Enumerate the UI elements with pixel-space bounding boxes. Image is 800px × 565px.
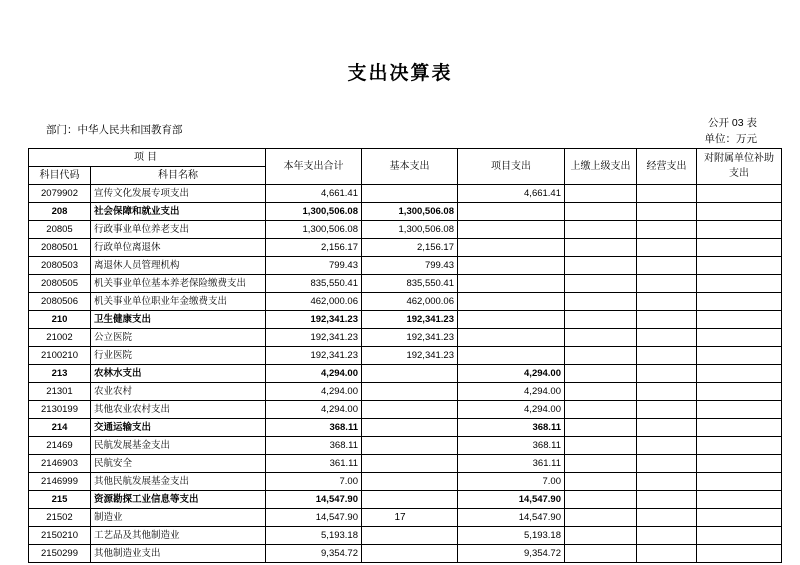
cell-project (458, 202, 565, 220)
cell-basic: 462,000.06 (362, 292, 458, 310)
department-line: 部门：中华人民共和国教育部 (46, 123, 183, 136)
cell-upper (565, 400, 637, 418)
cell-operating (637, 328, 697, 346)
cell-code: 21469 (29, 436, 91, 454)
cell-total: 368.11 (266, 436, 362, 454)
table-row (29, 490, 782, 508)
table-body (29, 184, 782, 562)
cell-project (458, 274, 565, 292)
page-number: 17 (394, 512, 406, 523)
cell-operating (637, 292, 697, 310)
cell-operating (637, 238, 697, 256)
cell-operating (637, 220, 697, 238)
cell-basic (362, 544, 458, 562)
cell-basic (362, 418, 458, 436)
cell-project: 4,294.00 (458, 382, 565, 400)
cell-operating (637, 526, 697, 544)
cell-operating (637, 364, 697, 382)
cell-code: 21502 (29, 508, 91, 526)
cell-basic: 192,341.23 (362, 346, 458, 364)
header-code: 科目代码 (29, 166, 91, 184)
cell-subsidy (697, 526, 782, 544)
cell-project (458, 220, 565, 238)
cell-upper (565, 454, 637, 472)
header-subsidy: 对附属单位补助支出 (697, 148, 782, 184)
table-header-row-1 (29, 148, 782, 166)
cell-operating (637, 256, 697, 274)
header-basic: 基本支出 (362, 148, 458, 184)
cell-project (458, 310, 565, 328)
cell-project: 361.11 (458, 454, 565, 472)
cell-total: 835,550.41 (266, 274, 362, 292)
cell-total: 192,341.23 (266, 346, 362, 364)
cell-name: 机关事业单位职业年金缴费支出 (91, 292, 266, 310)
cell-name: 行政单位离退休 (91, 238, 266, 256)
cell-name: 农林水支出 (91, 364, 266, 382)
cell-subsidy (697, 490, 782, 508)
cell-code: 2080503 (29, 256, 91, 274)
cell-name: 公立医院 (91, 328, 266, 346)
cell-upper (565, 382, 637, 400)
cell-total: 2,156.17 (266, 238, 362, 256)
cell-code: 215 (29, 490, 91, 508)
table-row (29, 238, 782, 256)
cell-total: 192,341.23 (266, 310, 362, 328)
cell-subsidy (697, 328, 782, 346)
cell-operating (637, 202, 697, 220)
cell-basic (362, 364, 458, 382)
cell-name: 资源勘探工业信息等支出 (91, 490, 266, 508)
cell-total: 14,547.90 (266, 508, 362, 526)
cell-upper (565, 184, 637, 202)
table-row (29, 346, 782, 364)
table-row (29, 544, 782, 562)
cell-upper (565, 202, 637, 220)
cell-code: 20805 (29, 220, 91, 238)
cell-project (458, 346, 565, 364)
cell-operating (637, 544, 697, 562)
cell-name: 宣传文化发展专项支出 (91, 184, 266, 202)
cell-upper (565, 364, 637, 382)
cell-operating (637, 382, 697, 400)
cell-operating (637, 346, 697, 364)
cell-name: 行政事业单位养老支出 (91, 220, 266, 238)
cell-subsidy (697, 184, 782, 202)
cell-name: 工艺品及其他制造业 (91, 526, 266, 544)
cell-total: 5,193.18 (266, 526, 362, 544)
cell-subsidy (697, 544, 782, 562)
cell-upper (565, 328, 637, 346)
cell-name: 农业农村 (91, 382, 266, 400)
cell-total: 4,661.41 (266, 184, 362, 202)
cell-code: 2150299 (29, 544, 91, 562)
cell-operating (637, 490, 697, 508)
cell-upper (565, 544, 637, 562)
cell-project (458, 238, 565, 256)
cell-code: 214 (29, 418, 91, 436)
cell-project (458, 292, 565, 310)
cell-operating (637, 454, 697, 472)
cell-subsidy (697, 382, 782, 400)
cell-total: 368.11 (266, 418, 362, 436)
table-row (29, 382, 782, 400)
cell-operating (637, 184, 697, 202)
cell-code: 2130199 (29, 400, 91, 418)
cell-code: 21301 (29, 382, 91, 400)
cell-basic (362, 472, 458, 490)
cell-project: 368.11 (458, 418, 565, 436)
table-row (29, 292, 782, 310)
expenditure-table (28, 148, 782, 563)
cell-code: 2080501 (29, 238, 91, 256)
cell-subsidy (697, 292, 782, 310)
cell-upper (565, 472, 637, 490)
cell-operating (637, 310, 697, 328)
cell-subsidy (697, 472, 782, 490)
cell-basic (362, 436, 458, 454)
cell-total: 1,300,506.08 (266, 202, 362, 220)
table-row (29, 400, 782, 418)
cell-project: 14,547.90 (458, 490, 565, 508)
cell-code: 2146903 (29, 454, 91, 472)
table-row (29, 274, 782, 292)
cell-basic (362, 490, 458, 508)
cell-total: 799.43 (266, 256, 362, 274)
cell-project: 368.11 (458, 436, 565, 454)
cell-upper (565, 256, 637, 274)
cell-upper (565, 238, 637, 256)
cell-project (458, 256, 565, 274)
table-row (29, 202, 782, 220)
cell-basic (362, 184, 458, 202)
header-operating: 经营支出 (637, 148, 697, 184)
cell-name: 民航安全 (91, 454, 266, 472)
cell-name: 行业医院 (91, 346, 266, 364)
cell-code: 210 (29, 310, 91, 328)
cell-name: 机关事业单位基本养老保险缴费支出 (91, 274, 266, 292)
cell-total: 1,300,506.08 (266, 220, 362, 238)
cell-operating (637, 472, 697, 490)
cell-project: 14,547.90 (458, 508, 565, 526)
unit-label: 单位：万元 (704, 133, 757, 146)
cell-project (458, 328, 565, 346)
table-row (29, 184, 782, 202)
header-name: 科目名称 (91, 166, 266, 184)
cell-subsidy (697, 400, 782, 418)
header-total: 本年支出合计 (266, 148, 362, 184)
cell-subsidy (697, 238, 782, 256)
cell-name: 离退休人员管理机构 (91, 256, 266, 274)
table-row (29, 220, 782, 238)
header-upper: 上缴上级支出 (565, 148, 637, 184)
cell-basic: 835,550.41 (362, 274, 458, 292)
cell-basic (362, 400, 458, 418)
cell-upper (565, 292, 637, 310)
public-label: 公开 03 表 (707, 117, 757, 129)
cell-upper (565, 418, 637, 436)
cell-name: 交通运输支出 (91, 418, 266, 436)
table-row (29, 454, 782, 472)
cell-name: 其他制造业支出 (91, 544, 266, 562)
cell-code: 2079902 (29, 184, 91, 202)
table-row (29, 328, 782, 346)
cell-subsidy (697, 418, 782, 436)
header-item: 项目 (29, 148, 266, 166)
cell-subsidy (697, 202, 782, 220)
table-row (29, 364, 782, 382)
cell-subsidy (697, 256, 782, 274)
cell-total: 7.00 (266, 472, 362, 490)
cell-upper (565, 274, 637, 292)
cell-code: 208 (29, 202, 91, 220)
table-row (29, 472, 782, 490)
cell-operating (637, 418, 697, 436)
cell-name: 制造业 (91, 508, 266, 526)
cell-basic: 192,341.23 (362, 310, 458, 328)
cell-upper (565, 436, 637, 454)
cell-total: 9,354.72 (266, 544, 362, 562)
cell-total: 4,294.00 (266, 364, 362, 382)
cell-total: 361.11 (266, 454, 362, 472)
cell-basic (362, 454, 458, 472)
cell-basic (362, 382, 458, 400)
cell-subsidy (697, 346, 782, 364)
cell-code: 2146999 (29, 472, 91, 490)
cell-total: 192,341.23 (266, 328, 362, 346)
cell-name: 社会保障和就业支出 (91, 202, 266, 220)
cell-code: 2100210 (29, 346, 91, 364)
cell-basic (362, 526, 458, 544)
cell-upper (565, 346, 637, 364)
cell-subsidy (697, 364, 782, 382)
cell-upper (565, 490, 637, 508)
cell-project: 5,193.18 (458, 526, 565, 544)
table-row (29, 418, 782, 436)
table-row (29, 310, 782, 328)
cell-total: 4,294.00 (266, 400, 362, 418)
cell-code: 2080506 (29, 292, 91, 310)
cell-project: 4,294.00 (458, 364, 565, 382)
cell-subsidy (697, 220, 782, 238)
page-title: 支出决算表 (347, 62, 453, 84)
cell-basic: 1,300,506.08 (362, 220, 458, 238)
cell-operating (637, 436, 697, 454)
cell-subsidy (697, 436, 782, 454)
cell-subsidy (697, 274, 782, 292)
cell-name: 卫生健康支出 (91, 310, 266, 328)
cell-upper (565, 310, 637, 328)
cell-upper (565, 526, 637, 544)
cell-project: 4,294.00 (458, 400, 565, 418)
cell-code: 213 (29, 364, 91, 382)
cell-operating (637, 400, 697, 418)
cell-operating (637, 274, 697, 292)
cell-project: 9,354.72 (458, 544, 565, 562)
cell-subsidy (697, 310, 782, 328)
table-row (29, 526, 782, 544)
cell-code: 21002 (29, 328, 91, 346)
cell-upper (565, 220, 637, 238)
table-row (29, 256, 782, 274)
cell-name: 其他民航发展基金支出 (91, 472, 266, 490)
cell-basic: 1,300,506.08 (362, 202, 458, 220)
document-sheet (28, 18, 774, 559)
cell-total: 4,294.00 (266, 382, 362, 400)
cell-project: 4,661.41 (458, 184, 565, 202)
cell-basic: 192,341.23 (362, 328, 458, 346)
cell-name: 其他农业农村支出 (91, 400, 266, 418)
cell-code: 2150210 (29, 526, 91, 544)
cell-total: 462,000.06 (266, 292, 362, 310)
cell-project: 7.00 (458, 472, 565, 490)
table-row (29, 436, 782, 454)
cell-subsidy (697, 454, 782, 472)
cell-total: 14,547.90 (266, 490, 362, 508)
cell-basic: 799.43 (362, 256, 458, 274)
cell-name: 民航发展基金支出 (91, 436, 266, 454)
cell-code: 2080505 (29, 274, 91, 292)
header-project: 项目支出 (458, 148, 565, 184)
cell-basic: 2,156.17 (362, 238, 458, 256)
